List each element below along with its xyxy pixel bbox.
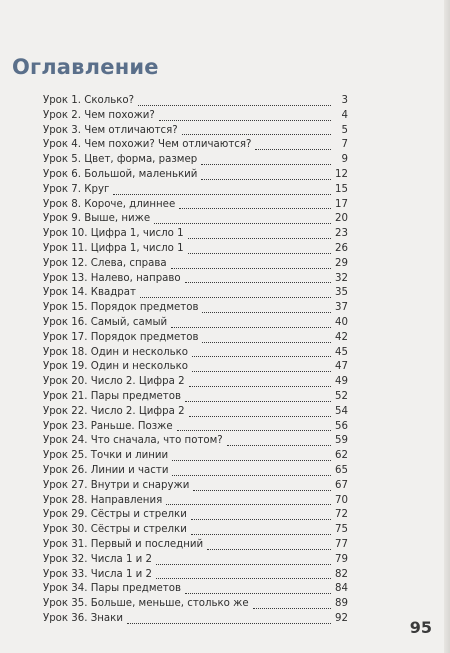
- toc-leader-dots: [171, 327, 331, 328]
- toc-entry: [43, 124, 348, 139]
- toc-entry: [43, 94, 348, 109]
- toc-entry-page: 47: [335, 361, 348, 373]
- toc-leader-dots: [188, 238, 331, 239]
- toc-entry: [43, 360, 348, 375]
- toc-entry: [43, 553, 348, 568]
- toc-entry-page: 56: [335, 420, 348, 432]
- toc-entry-page: 3: [341, 95, 348, 106]
- toc-entry-label: Урок 34. Пары предметов: [43, 583, 181, 595]
- toc-entry-label: Урок 29. Сёстры и стрелки: [43, 509, 187, 521]
- toc-entry: [43, 375, 348, 390]
- toc-leader-dots: [166, 504, 331, 505]
- toc-entry-label: Урок 19. Один и несколько: [43, 361, 188, 373]
- toc-entry: [43, 227, 348, 242]
- toc-entry-label: Урок 1. Сколько?: [43, 95, 135, 106]
- toc-entry-label: Урок 11. Цифра 1, число 1: [43, 242, 184, 254]
- toc-entry: [43, 198, 348, 213]
- toc-entry-page: 49: [335, 376, 348, 388]
- toc-entry: [43, 479, 348, 494]
- toc-entry-page: 45: [335, 346, 348, 358]
- toc-entry: [43, 538, 348, 553]
- toc-leader-dots: [172, 475, 331, 476]
- toc-leader-dots: [156, 564, 331, 565]
- toc-entry-page: 89: [335, 598, 348, 610]
- toc-entry-label: Урок 26. Линии и части: [43, 464, 169, 476]
- toc-leader-dots: [202, 312, 331, 313]
- toc-leader-dots: [255, 149, 331, 150]
- toc-entry-page: 35: [335, 287, 348, 299]
- toc-entry-label: Урок 12. Слева, справа: [43, 257, 167, 269]
- toc-entry-page: 4: [341, 109, 348, 121]
- toc-entry-label: Урок 23. Раньше. Позже: [43, 420, 173, 432]
- toc-leader-dots: [191, 534, 331, 535]
- toc-entry-label: Урок 22. Число 2. Цифра 2: [43, 405, 185, 417]
- toc-entry-page: 26: [335, 242, 348, 254]
- toc-entry: [43, 597, 348, 612]
- toc-entry-label: Урок 28. Направления: [43, 494, 163, 506]
- toc-entry-label: Урок 10. Цифра 1, число 1: [43, 228, 184, 240]
- toc-leader-dots: [185, 593, 331, 594]
- toc-entry: [43, 464, 348, 479]
- toc-leader-dots: [201, 179, 331, 180]
- toc-entry: [43, 212, 348, 227]
- toc-entry-page: 17: [335, 198, 348, 210]
- toc-entry-page: 82: [335, 568, 348, 580]
- toc-entry-label: Урок 14. Квадрат: [43, 287, 136, 299]
- toc-entry: [43, 346, 348, 361]
- toc-entry: [43, 316, 348, 331]
- toc-entry: [43, 612, 348, 627]
- toc-entry-label: Урок 20. Число 2. Цифра 2: [43, 376, 185, 388]
- toc-entry: [43, 168, 348, 183]
- toc-entry-page: 77: [335, 538, 348, 550]
- toc-entry-label: Урок 13. Налево, направо: [43, 272, 181, 284]
- toc-entry-page: 23: [335, 228, 348, 240]
- page-edge: [444, 0, 450, 653]
- toc-leader-dots: [192, 371, 331, 372]
- toc-leader-dots: [192, 356, 331, 357]
- toc-leader-dots: [193, 490, 331, 491]
- toc-entry: [43, 242, 348, 257]
- toc-leader-dots: [189, 386, 331, 387]
- toc-entry: [43, 582, 348, 597]
- toc-entry-page: 15: [335, 183, 348, 195]
- toc-leader-dots: [202, 342, 331, 343]
- toc-leader-dots: [154, 223, 331, 224]
- toc-entry-label: Урок 35. Больше, меньше, столько же: [43, 598, 249, 610]
- toc-entry-page: 42: [335, 331, 348, 343]
- toc-leader-dots: [253, 608, 331, 609]
- toc-entry: [43, 405, 348, 420]
- toc-entry: [43, 420, 348, 435]
- toc-leader-dots: [185, 282, 331, 283]
- toc-leader-dots: [127, 623, 331, 624]
- toc-entry-label: Урок 30. Сёстры и стрелки: [43, 524, 187, 536]
- toc-leader-dots: [113, 194, 331, 195]
- toc-leader-dots: [207, 549, 331, 550]
- toc-entry-label: Урок 33. Числа 1 и 2: [43, 568, 152, 580]
- toc-entry-label: Урок 16. Самый, самый: [43, 316, 168, 328]
- toc-entry-label: Урок 27. Внутри и снаружи: [43, 479, 190, 491]
- toc-entry-label: Урок 9. Выше, ниже: [43, 213, 151, 225]
- toc-entry-label: Урок 5. Цвет, форма, размер: [43, 154, 198, 166]
- page-number: 95: [409, 618, 432, 637]
- toc-leader-dots: [159, 120, 331, 121]
- toc-leader-dots: [188, 253, 331, 254]
- toc-entry-page: 29: [335, 257, 348, 269]
- toc-entry-label: Урок 8. Короче, длиннее: [43, 198, 176, 210]
- table-of-contents: [43, 94, 348, 627]
- toc-entry-label: Урок 6. Большой, маленький: [43, 168, 198, 180]
- toc-entry-page: 32: [335, 272, 348, 284]
- toc-leader-dots: [171, 268, 331, 269]
- toc-entry-label: Урок 32. Числа 1 и 2: [43, 553, 152, 565]
- toc-entry-page: 72: [335, 509, 348, 521]
- toc-entry-page: 92: [335, 612, 348, 624]
- toc-entry: [43, 508, 348, 523]
- toc-entry: [43, 434, 348, 449]
- toc-entry-label: Урок 25. Точки и линии: [43, 450, 169, 462]
- toc-entry: [43, 109, 348, 124]
- toc-entry-label: Урок 24. Что сначала, что потом?: [43, 435, 223, 447]
- toc-leader-dots: [227, 445, 331, 446]
- toc-entry-label: Урок 4. Чем похожи? Чем отличаются?: [43, 139, 252, 151]
- toc-entry: [43, 494, 348, 509]
- toc-entry: [43, 568, 348, 583]
- toc-entry-page: 62: [335, 450, 348, 462]
- toc-leader-dots: [177, 430, 331, 431]
- toc-entry: [43, 257, 348, 272]
- toc-entry: [43, 153, 348, 168]
- toc-entry: [43, 183, 348, 198]
- toc-entry-page: 7: [341, 139, 348, 151]
- toc-entry-page: 5: [341, 124, 348, 136]
- toc-entry: [43, 301, 348, 316]
- toc-leader-dots: [179, 208, 331, 209]
- toc-entry-page: 20: [335, 213, 348, 225]
- toc-entry-page: 52: [335, 390, 348, 402]
- toc-entry-page: 84: [335, 583, 348, 595]
- toc-leader-dots: [140, 297, 331, 298]
- toc-leader-dots: [138, 105, 331, 106]
- toc-entry-page: 65: [335, 464, 348, 476]
- toc-entry: [43, 449, 348, 464]
- toc-leader-dots: [156, 578, 331, 579]
- toc-entry-page: 37: [335, 302, 348, 314]
- toc-entry-page: 9: [341, 154, 348, 166]
- toc-entry-page: 67: [335, 479, 348, 491]
- toc-entry: [43, 138, 348, 153]
- toc-entry: [43, 331, 348, 346]
- toc-entry-label: Урок 7. Круг: [43, 183, 110, 195]
- toc-entry-label: Урок 21. Пары предметов: [43, 390, 181, 402]
- toc-leader-dots: [182, 134, 331, 135]
- toc-entry-page: 79: [335, 553, 348, 565]
- toc-entry: [43, 523, 348, 538]
- toc-leader-dots: [189, 416, 331, 417]
- toc-leader-dots: [185, 401, 331, 402]
- toc-entry-label: Урок 18. Один и несколько: [43, 346, 188, 358]
- toc-leader-dots: [172, 460, 331, 461]
- toc-entry: [43, 286, 348, 301]
- toc-entry-page: 70: [335, 494, 348, 506]
- toc-leader-dots: [191, 519, 331, 520]
- toc-entry-page: 54: [335, 405, 348, 417]
- toc-entry-label: Урок 2. Чем похожи?: [43, 109, 155, 121]
- toc-entry-label: Урок 3. Чем отличаются?: [43, 124, 178, 136]
- toc-leader-dots: [201, 164, 331, 165]
- toc-entry-label: Урок 36. Знаки: [43, 612, 123, 624]
- toc-entry-page: 75: [335, 524, 348, 536]
- toc-entry-label: Урок 17. Порядок предметов: [43, 331, 199, 343]
- toc-entry: [43, 390, 348, 405]
- page-title: Оглавление: [12, 55, 159, 79]
- toc-entry-label: Урок 31. Первый и последний: [43, 538, 204, 550]
- toc-entry-page: 59: [335, 435, 348, 447]
- toc-entry-page: 12: [335, 168, 348, 180]
- toc-entry: [43, 272, 348, 287]
- toc-entry-page: 40: [335, 316, 348, 328]
- toc-entry-label: Урок 15. Порядок предметов: [43, 302, 199, 314]
